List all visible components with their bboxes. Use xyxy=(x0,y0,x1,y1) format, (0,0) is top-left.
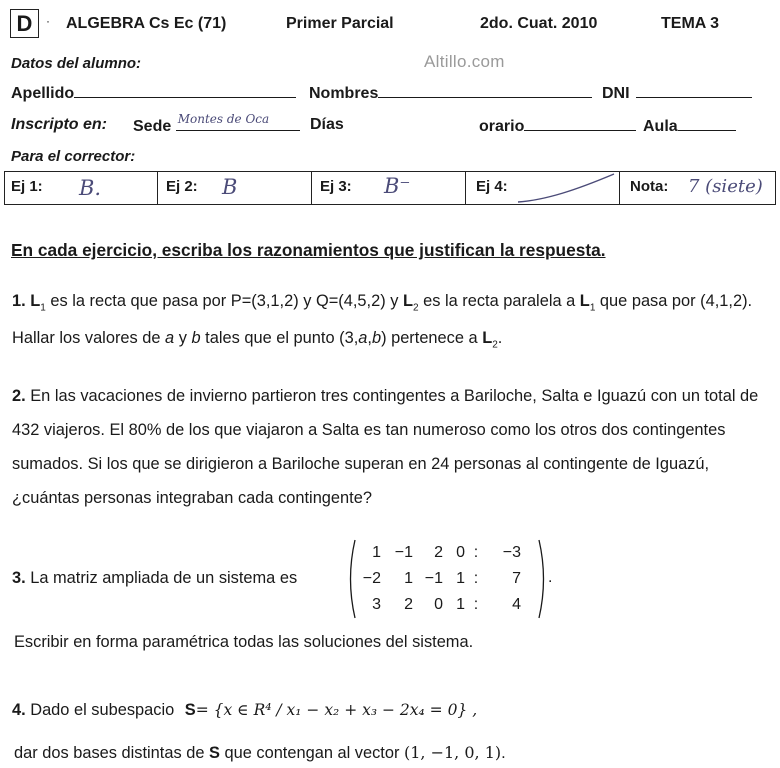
matrix-cell: 0 xyxy=(456,544,465,561)
exercise-3-text: La matriz ampliada de un sistema es xyxy=(30,569,298,587)
instructions: En cada ejercicio, escriba los razonamientos que justifican la respuesta. xyxy=(11,240,606,260)
line-subscript: 1 xyxy=(589,302,596,314)
horario-label: orario xyxy=(479,118,525,135)
subspace-definition: = {x ∈ R⁴ / x₁ − x₂ + x₃ − 2x₄ = 0} , xyxy=(195,701,478,719)
exercise-1-text: es la recta paralela a xyxy=(418,292,580,310)
exercise-1-text: . xyxy=(497,329,503,348)
grade-cell-4 xyxy=(465,171,619,205)
matrix-cell: 7 xyxy=(512,570,521,587)
dias-label: Días xyxy=(310,116,344,133)
var-b: b xyxy=(191,329,201,348)
grade-label-nota: Nota: xyxy=(630,178,669,195)
matrix-cell: 2 xyxy=(404,596,413,613)
exercise-4-end: . xyxy=(501,744,506,762)
sede-value: Montes de Oca xyxy=(177,112,270,126)
sede-field[interactable] xyxy=(133,112,300,136)
exercise-4-text: Dado el subespacio xyxy=(30,701,175,719)
exercise-4-line-1 xyxy=(12,701,477,720)
aula-label: Aula xyxy=(643,118,678,135)
sede-label: Sede xyxy=(133,118,172,135)
exercise-2-number: 2. xyxy=(12,387,26,405)
line-subscript: 2 xyxy=(412,302,419,314)
grade-label-2: Ej 2: xyxy=(166,178,198,195)
matrix-cell: −3 xyxy=(502,544,521,561)
matrix-cell: 1 xyxy=(372,544,381,561)
matrix-cell: 2 xyxy=(434,544,443,561)
matrix-table xyxy=(357,540,521,618)
var-b: b xyxy=(371,329,382,348)
exam-title: Primer Parcial xyxy=(286,15,394,32)
exercise-4-line-2 xyxy=(14,743,506,763)
grade-label-1: Ej 1: xyxy=(11,178,43,195)
exercise-1 xyxy=(12,286,772,361)
exercise-2-text: En las vacaciones de invierno partieron tres contingentes a Bariloche, Salta e Iguazú con un total de 432 viajeros. El 80% de los que viajaron a Salta es tan numeroso como los otros dos contingentes sumados. Si los que se dirigieron a Bariloche superan en 24 personas al contingente de Iguazú, ¿cuántas personas integraban cada contingente? xyxy=(12,387,759,507)
exercise-3-number: 3. xyxy=(12,569,26,587)
apellido-label: Apellido xyxy=(11,85,75,102)
exercise-2 xyxy=(12,379,772,515)
var-a: a xyxy=(358,329,368,348)
exercise-1-text: es la recta que pasa por P=(3,1,2) y Q=(4,5,2) y xyxy=(45,292,403,310)
grade-mark-2: B xyxy=(222,175,238,199)
grade-mark-nota: 7 (siete) xyxy=(688,176,763,197)
line-symbol: L xyxy=(482,329,493,348)
matrix-separator: : xyxy=(473,596,479,613)
left-paren-icon xyxy=(345,539,357,619)
matrix-cell: 1 xyxy=(456,570,465,587)
nombres-label: Nombres xyxy=(309,85,379,102)
exam-period: 2do. Cuat. 2010 xyxy=(480,15,598,32)
line-symbol: L xyxy=(402,292,413,310)
apellido-field[interactable] xyxy=(11,83,296,103)
exercise-1-number: 1. xyxy=(12,292,26,310)
student-section-label: Datos del alumno: xyxy=(11,55,142,72)
exercise-1-text: y xyxy=(174,329,192,348)
exercise-4-number: 4. xyxy=(12,701,26,719)
subspace-symbol: S xyxy=(208,744,220,762)
exercise-1-text: , xyxy=(367,329,372,348)
matrix-row xyxy=(357,592,521,618)
matrix-period: . xyxy=(548,569,553,586)
matrix-row xyxy=(357,540,521,566)
line-subscript: 1 xyxy=(40,302,46,314)
line-symbol: L xyxy=(579,292,590,310)
course-title: ALGEBRA Cs Ec (71) xyxy=(66,15,227,32)
aula-field[interactable] xyxy=(643,116,736,136)
grade-cell-2 xyxy=(157,171,311,205)
matrix-cell: −1 xyxy=(424,570,443,587)
horario-field[interactable] xyxy=(479,116,636,136)
exercise-3-lead xyxy=(12,569,297,588)
exercise-1-text: que pasa por (4,1,2). Hallar los valores de xyxy=(12,292,753,348)
strike-mark-icon xyxy=(466,172,620,206)
grade-cell-3 xyxy=(311,171,465,205)
grade-label-3: Ej 3: xyxy=(320,178,352,195)
line-subscript: 2 xyxy=(492,339,498,351)
grade-label-4: Ej 4: xyxy=(476,178,508,195)
corrector-label: Para el corrector: xyxy=(11,148,136,165)
grade-cell-1 xyxy=(4,171,157,205)
matrix-cell: 1 xyxy=(456,596,465,613)
exercise-4-text: que contengan al vector xyxy=(219,744,404,762)
matrix-cell: 1 xyxy=(404,570,413,587)
exercise-4-text: dar dos bases distintas de xyxy=(14,744,209,762)
dni-field[interactable] xyxy=(602,83,752,103)
matrix-cell: 0 xyxy=(434,596,443,613)
tema-letter-box: D xyxy=(10,9,39,38)
grade-mark-1: B. xyxy=(79,176,102,200)
nombres-field[interactable] xyxy=(309,83,592,103)
matrix-cell: −2 xyxy=(362,570,381,587)
subspace-symbol: S xyxy=(184,701,196,719)
exercise-1-text: tales que el punto (3, xyxy=(200,329,359,348)
matrix-cell: −1 xyxy=(394,544,413,561)
inscripto-label: Inscripto en: xyxy=(11,116,108,133)
augmented-matrix xyxy=(345,540,553,618)
exam-tema: TEMA 3 xyxy=(661,15,720,32)
grade-mark-3: B⁻ xyxy=(384,174,411,198)
watermark: Altillo.com xyxy=(424,52,505,71)
matrix-row xyxy=(357,566,521,592)
matrix-cell: 4 xyxy=(512,596,521,613)
matrix-cell: 3 xyxy=(372,596,381,613)
dni-label: DNI xyxy=(602,85,630,102)
matrix-separator: : xyxy=(473,570,479,587)
exercise-1-text: ) pertenece a xyxy=(381,329,483,348)
matrix-separator: : xyxy=(473,544,479,561)
var-a: a xyxy=(165,329,175,348)
vector-value: (1, −1, 0, 1) xyxy=(404,743,502,762)
grade-cell-nota xyxy=(619,171,776,205)
header-dot: · xyxy=(46,14,50,28)
line-symbol: L xyxy=(30,292,41,310)
exercise-3-followup: Escribir en forma paramétrica todas las soluciones del sistema. xyxy=(14,633,474,651)
